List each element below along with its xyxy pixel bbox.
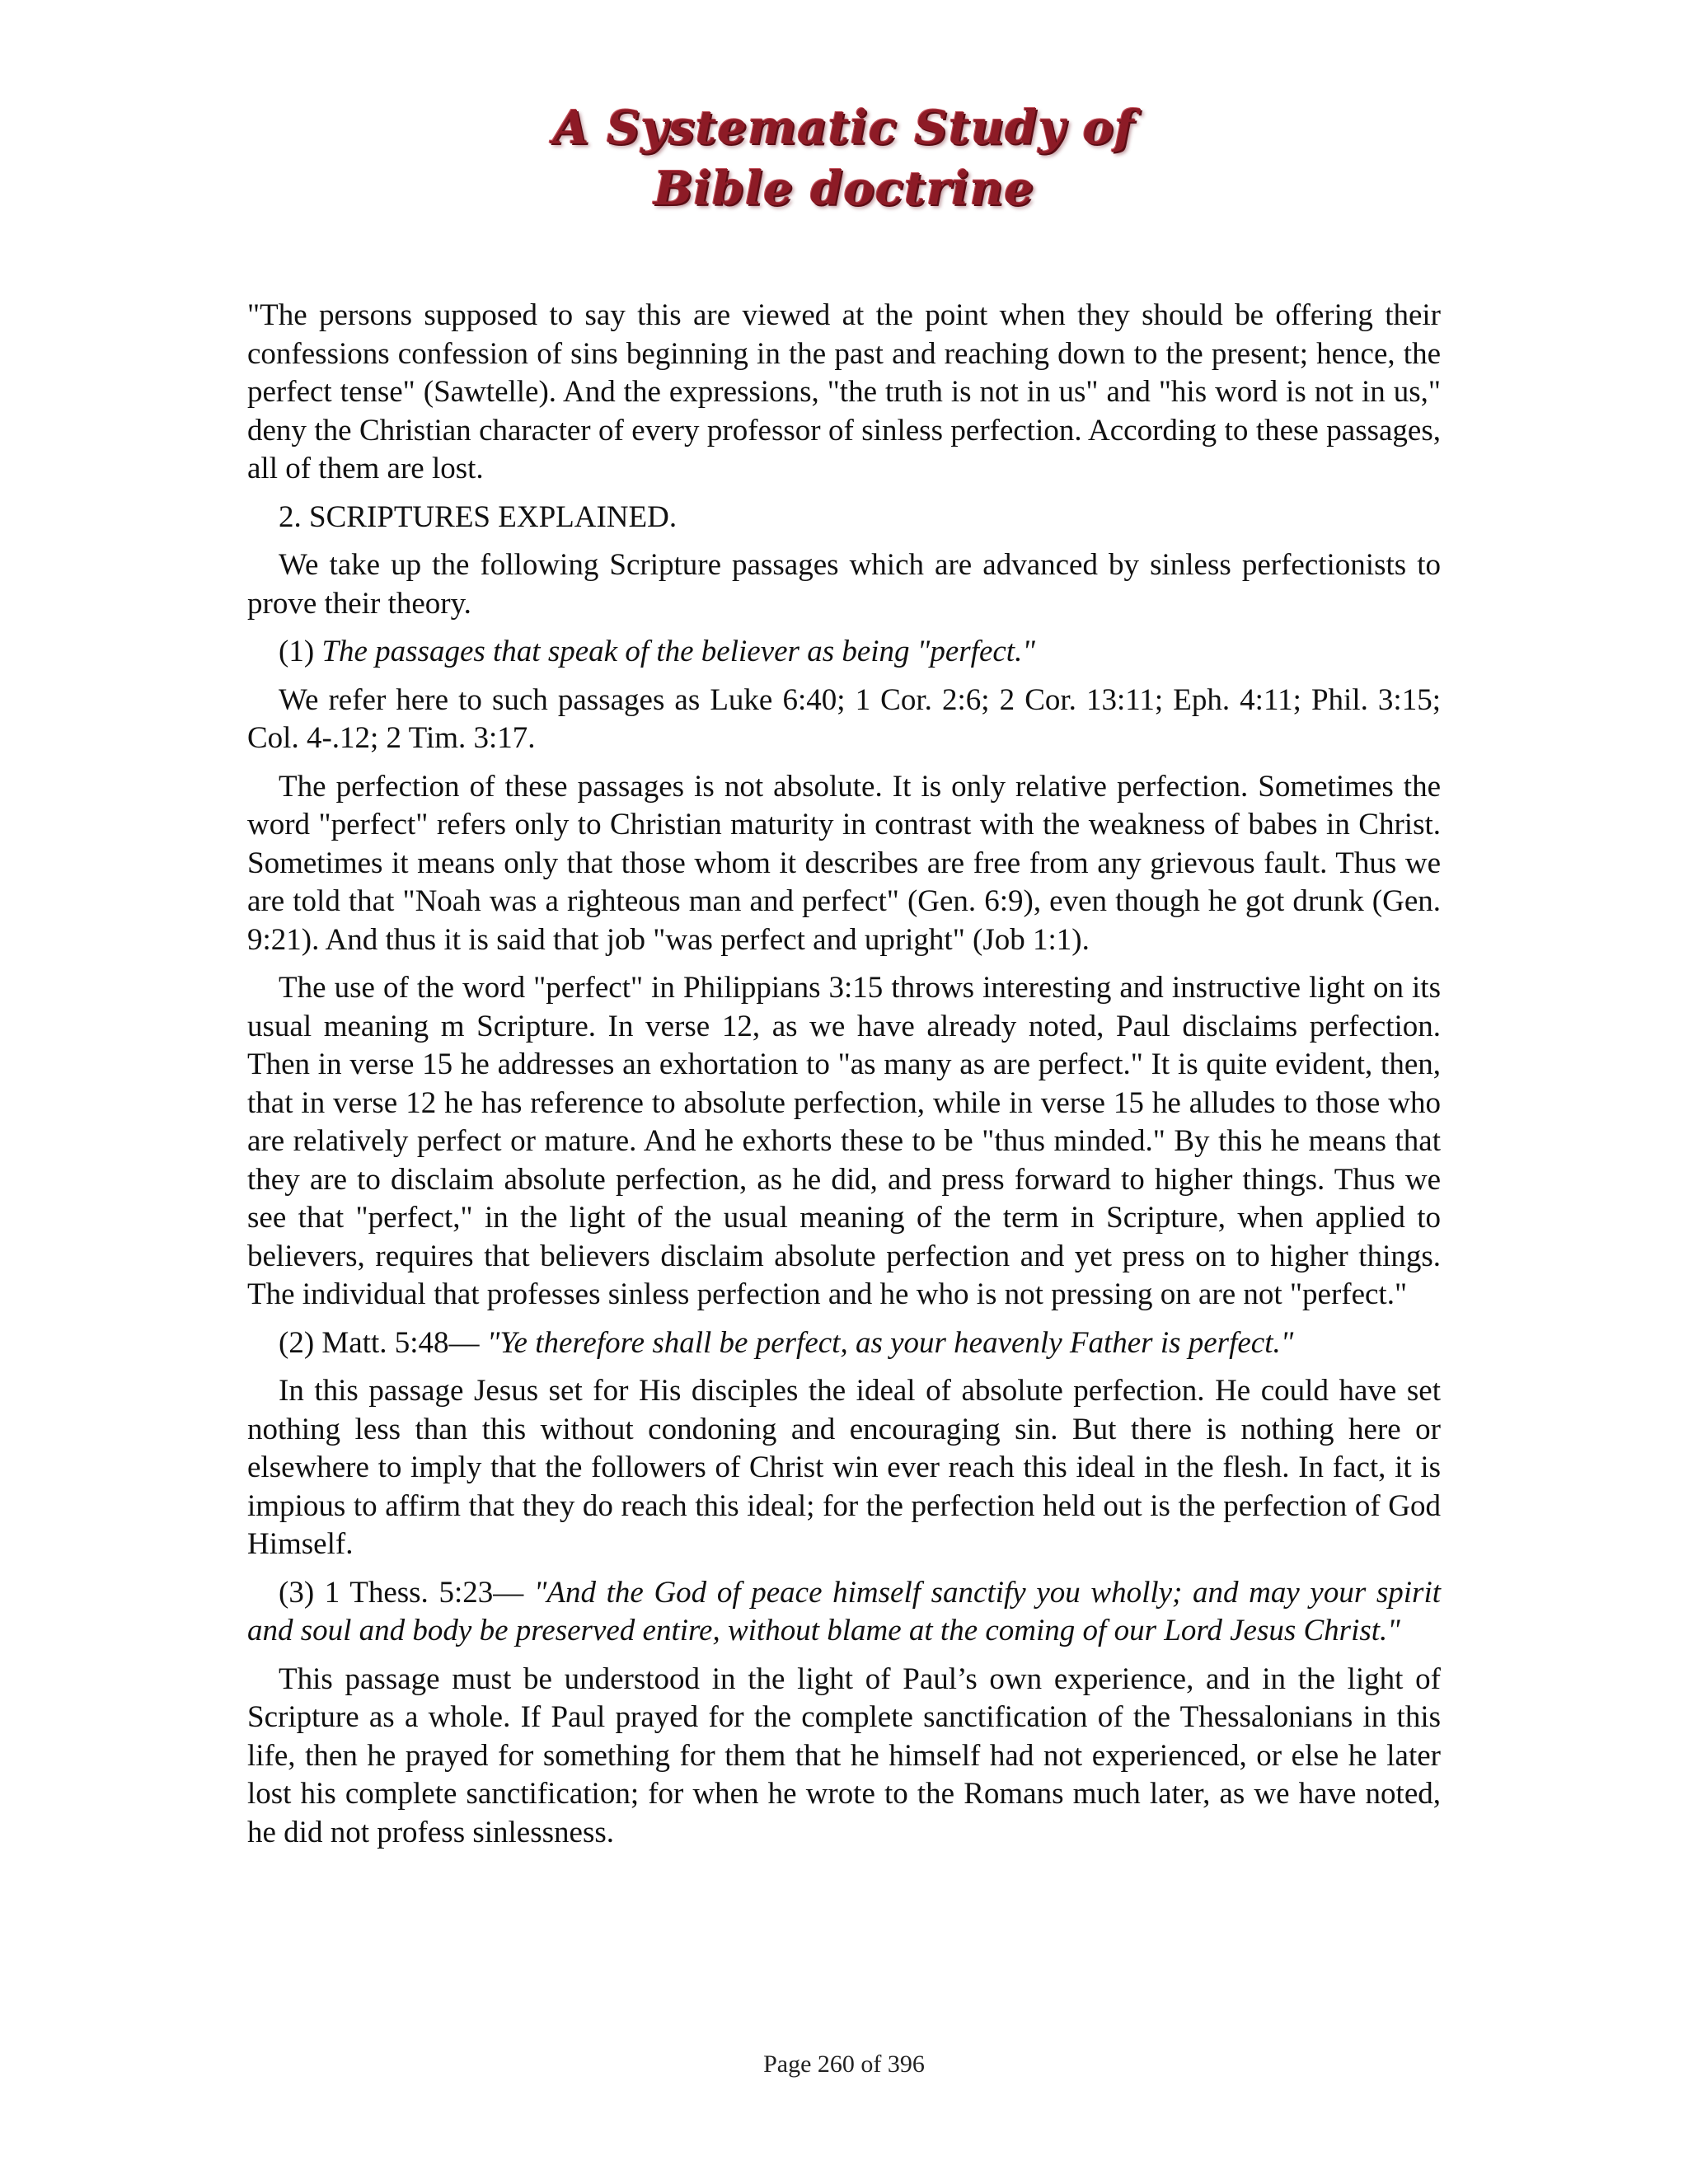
title-line-1: A Systematic Study of — [553, 101, 1135, 155]
scripture-quote: "And the God of peace himself sanctify you wholly; and may your spirit and soul and body be preserved entire, without blame at the coming of our Lord Jesus Christ." — [247, 1575, 1442, 1647]
scripture-quote: "Ye therefore shall be perfect, as your heavenly Father is perfect." — [486, 1325, 1294, 1360]
subheading-reference: (3) 1 Thess. 5:23— — [279, 1575, 534, 1610]
subheading-text: The passages that speak of the believer as being "perfect." — [321, 635, 1035, 668]
paragraph: The perfection of these passages is not absolute. It is only relative perfection. Sometimes the word "perfect" refers only to Christian maturity in contrast with the weakness of babes in Christ. Sometimes it means only that those whom it describes are free from any grievous fault. Thus we are told that "Noah was a righteous man and perfect" (Gen. 6:9), even though he got drunk (Gen. 9:21). And thus it is said that job "was perfect and upright" (Job 1:1). — [247, 769, 1441, 957]
paragraph: This passage must be understood in the light of Paul’s own experience, and in the light of Scripture as a whole. If Paul prayed for the complete sanctification of the Thessalonians in this life, then he prayed for something for them that he himself had not experienced, or else he later lost his complete sanctification; for when he wrote to the Romans much later, as we have noted, he did not profess sinlessness. — [247, 1661, 1441, 1849]
page-number: Page 260 of 396 — [763, 2050, 925, 2078]
subheading — [247, 633, 1441, 672]
paragraph: We take up the following Scripture passages which are advanced by sinless perfectionists to prove their theory. — [247, 548, 1441, 621]
paragraph: In this passage Jesus set for His disciples the ideal of absolute perfection. He could have set nothing less than this without condoning and encouraging sin. But there is nothing here or elsewhere to imply that the followers of Christ win ever reach this ideal in the flesh. In fact, it is impious to affirm that they do reach this ideal; for the perfection held out is the perfection of God Himself. — [247, 1374, 1441, 1561]
subheading-number: (1) — [279, 635, 322, 668]
subheading-reference: (2) Matt. 5:48— — [279, 1325, 487, 1360]
title-line-2: Bible doctrine — [654, 162, 1034, 216]
body-text — [247, 297, 1441, 1862]
section-heading: 2. SCRIPTURES EXPLAINED. — [279, 499, 678, 534]
paragraph: We refer here to such passages as Luke 6:40; 1 Cor. 2:6; 2 Cor. 13:11; Eph. 4:11; Phil. 3:15; Col. 4-.12; 2 Tim. 3:17. — [247, 682, 1441, 755]
book-title-logo — [0, 97, 1688, 219]
subheading — [247, 1324, 1441, 1363]
paragraph: The use of the word "perfect" in Philippians 3:15 throws interesting and instructive light on its usual meaning m Scripture. In verse 12, as we have already noted, Paul disclaims perfection. Then in verse 15 he addresses an exhortation to "as many as are perfect." It is quite evident, then, that in verse 12 he has reference to absolute perfection, while in verse 15 he alludes to those who are relatively perfect or mature. And he exhorts these to be "thus minded." By this he means that they are to disclaim absolute perfection, as he did, and press forward to higher things. Thus we see that "perfect," in the light of the usual meaning of the term in Scripture, when applied to believers, requires that believers disclaim absolute perfection and yet press on to higher things. The individual that professes sinless perfection and he who is not pressing on are not "perfect." — [247, 971, 1441, 1311]
subheading — [247, 1574, 1441, 1651]
paragraph: "The persons supposed to say this are viewed at the point when they should be offering their confessions confession of sins beginning in the past and reaching down to the present; hence, the perfect tense" (Sawtelle). And the expressions, "the truth is not in us" and "his word is not in us," deny the Christian character of every professor of sinless perfection. According to these passages, all of them are lost. — [247, 298, 1441, 485]
